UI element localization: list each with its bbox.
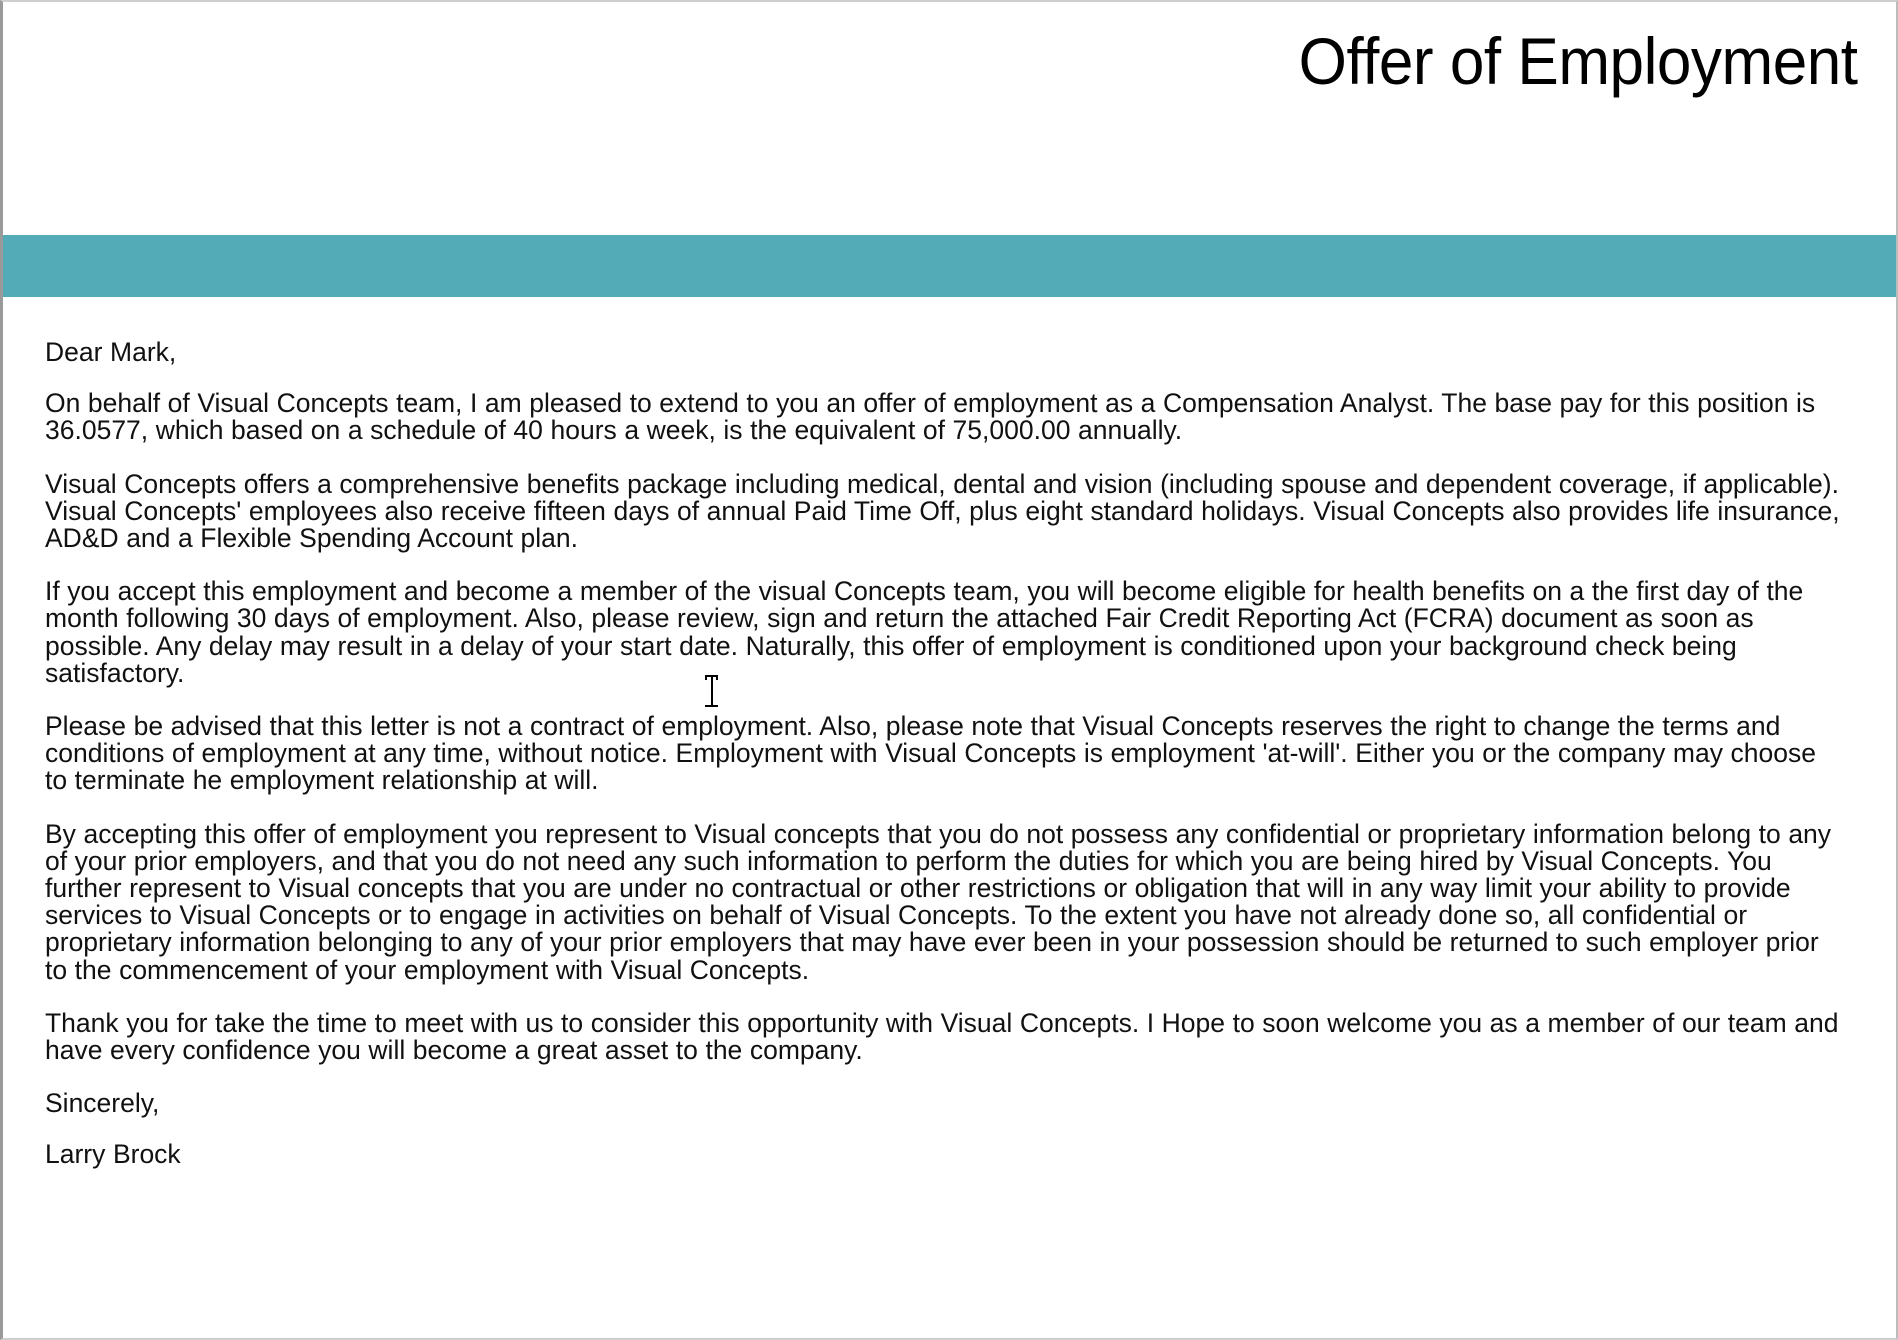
letter-closing: Sincerely, <box>45 1088 160 1119</box>
letter-salutation: Dear Mark, <box>45 337 177 367</box>
letter-paragraph-4: Please be advised that this letter is not a contract of employment. Also, please note that Visual Concepts reserves the right to change the terms and conditions of employment at any time, without notice. Employment with Visual Concepts is employment 'at-will'. Either you or the company may choose to terminate he employment relationship at will. <box>45 711 1817 796</box>
letter-paragraph-5: By accepting this offer of employment you represent to Visual concepts that you do not possess any confidential or proprietary information belong to any of your prior employers, and that you do not need any such information to perform the duties for which you are being hired by Visual Concepts. You further represent to Visual concepts that you are under no contractual or other restrictions or obligation that will in any way limit your ability to provide services to Visual Concepts or to engage in activities on behalf of Visual Concepts. To the extent you have not already done so, all confidential or proprietary information belonging to any of your prior employers that may have ever been in your possession should be returned to such employer prior to the commencement of your employment with Visual Concepts. <box>45 818 1832 985</box>
page-title: Offer of Employment <box>1299 24 1858 98</box>
letter-paragraph-3: If you accept this employment and become a member of the visual Concepts team, you will become eligible for health benefits on a the first day of the month following 30 days of employment. Also, please review, sign and return the attached Fair Credit Reporting Act (FCRA) document as soon as possible. Any delay may result in a delay of your start date. Naturally, this offer of employment is conditioned upon your background check being satisfactory. <box>45 576 1804 688</box>
letter-paragraph-2: Visual Concepts offers a comprehensive benefits package including medical, dental and vision (including spouse and dependent coverage, if applicable). Visual Concepts' employees also receive fifteen days of annual Paid Time Off, plus eight standard holidays. Visual Concepts also provides life insurance, AD&D and a Flexible Spending Account plan. <box>45 468 1840 554</box>
accent-divider-bar <box>3 235 1896 297</box>
letter-signature-name: Larry Brock <box>45 1139 181 1170</box>
document-header <box>3 2 1896 235</box>
letter-paragraph-1: On behalf of Visual Concepts team, I am pleased to extend to you an offer of employment as a Compensation Analyst. The base pay for this position is 36.0577, which based on a schedule of 40 hours a week, is the equivalent of 75,000.00 annually. <box>45 388 1816 446</box>
letter-paragraph-6: Thank you for take the time to meet with us to consider this opportunity with Visual Concepts. I Hope to soon welcome you as a member of our team and have every confidence you will become a great asset to the company. <box>45 1007 1839 1066</box>
letter-body <box>3 297 1896 1169</box>
